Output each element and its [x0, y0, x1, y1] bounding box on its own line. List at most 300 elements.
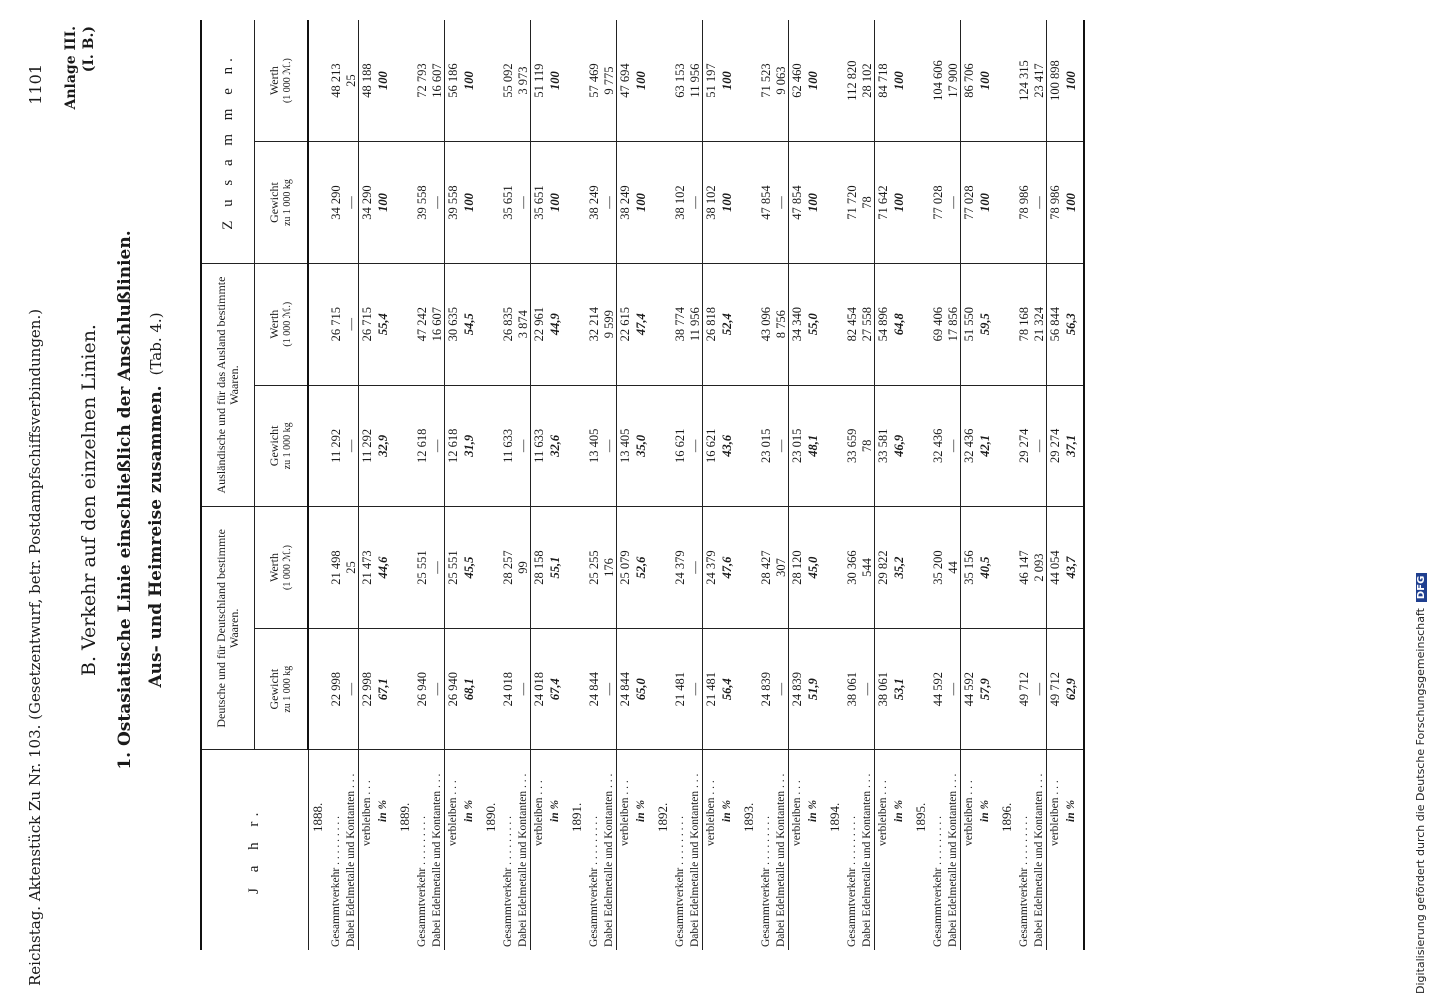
value-cell: 84 718	[875, 20, 892, 142]
table-row	[586, 20, 601, 950]
value-cell: —	[773, 142, 789, 264]
row-label-verbleiben: verbleiben . . .	[703, 750, 720, 950]
value-cell: 39 558	[414, 142, 429, 264]
value-cell: 53,1	[891, 628, 911, 750]
value-cell: 63 153	[672, 20, 687, 142]
spacer-cell	[997, 385, 1016, 507]
year-label: 1888.	[310, 802, 326, 832]
value-cell: —	[515, 142, 531, 264]
year-label: 1894.	[826, 802, 842, 832]
row-label-edel: Dabei Edelmetalle und Kontanten . . .	[516, 773, 529, 947]
value-cell: 21 324	[1031, 263, 1047, 385]
spacer-cell	[481, 628, 500, 750]
table-row	[977, 20, 997, 950]
value-cell: 38 102	[672, 142, 687, 264]
spacer-cell	[739, 507, 758, 629]
tab-reference: (Tab. 4.)	[147, 312, 165, 376]
value-cell: 24 018	[500, 628, 515, 750]
table-row	[805, 20, 825, 950]
table-row	[547, 20, 567, 950]
value-cell: 28 257	[500, 507, 515, 629]
value-cell: 72 793	[414, 20, 429, 142]
subheader-gewicht-unit: zu 1 000 kg	[282, 665, 293, 713]
value-cell: 100	[719, 142, 739, 264]
value-cell: 32 214	[586, 263, 601, 385]
value-cell: 46,9	[891, 385, 911, 507]
table-row	[930, 20, 945, 950]
value-cell: —	[601, 142, 617, 264]
value-cell: 35 200	[930, 507, 945, 629]
value-cell: 100	[375, 20, 395, 142]
value-cell: 24 839	[758, 628, 773, 750]
spacer-cell	[308, 385, 328, 507]
value-cell: 100	[805, 20, 825, 142]
value-cell: 44,6	[375, 507, 395, 629]
row-label-pct: in %	[979, 799, 991, 822]
value-cell: 44 592	[961, 628, 978, 750]
value-cell: 38 249	[586, 142, 601, 264]
value-cell: —	[687, 385, 703, 507]
section-title: B. Verkehr auf den einzelnen Linien.	[78, 324, 100, 676]
value-cell: 78 168	[1016, 263, 1031, 385]
dfg-logo: DFG	[1416, 573, 1427, 602]
value-cell: 54 896	[875, 263, 892, 385]
value-cell: 52,6	[633, 507, 653, 629]
value-cell: 13 405	[586, 385, 601, 507]
value-cell: 29 274	[1047, 385, 1064, 507]
value-cell: 11 956	[687, 20, 703, 142]
value-cell: 9 599	[601, 263, 617, 385]
year-label: 1896.	[998, 802, 1014, 832]
anlage-title: Anlage III.	[63, 26, 79, 110]
row-label-edel: Dabei Edelmetalle und Kontanten . . .	[688, 773, 701, 947]
table-row	[875, 20, 892, 950]
table-row	[945, 20, 961, 950]
table-row	[515, 20, 531, 950]
spacer-cell	[739, 385, 758, 507]
value-cell: 17 856	[945, 263, 961, 385]
value-cell: 100	[461, 20, 481, 142]
value-cell: 25	[343, 20, 359, 142]
value-cell: —	[343, 263, 359, 385]
year-label: 1891.	[568, 802, 584, 832]
value-cell: 34 340	[789, 263, 806, 385]
table-row	[859, 20, 875, 950]
value-cell: 55,4	[375, 263, 395, 385]
value-cell: 16 607	[429, 263, 445, 385]
value-cell: 24 379	[703, 507, 720, 629]
row-label-gesamt: Gesammtverkehr . . . . . . . . .	[931, 816, 944, 947]
value-cell: 47 694	[617, 20, 634, 142]
value-cell: 16 607	[429, 20, 445, 142]
value-cell: 46 147	[1016, 507, 1031, 629]
value-cell: 55 092	[500, 20, 515, 142]
row-label-verbleiben: verbleiben . . .	[531, 750, 548, 950]
spacer-cell	[653, 507, 672, 629]
value-cell: 27 558	[859, 263, 875, 385]
value-cell: 32,6	[547, 385, 567, 507]
value-cell: 32 436	[930, 385, 945, 507]
row-label-edel: Dabei Edelmetalle und Kontanten . . .	[344, 773, 357, 947]
value-cell: 21 481	[703, 628, 720, 750]
value-cell: 55,1	[547, 507, 567, 629]
spacer-cell	[567, 142, 586, 264]
table-row	[429, 20, 445, 950]
anlage-sub: (I. B.)	[81, 26, 97, 73]
value-cell: 29 822	[875, 507, 892, 629]
value-cell: 62 460	[789, 20, 806, 142]
spacer-cell	[825, 20, 844, 142]
subheader-gewicht-unit: zu 1 000 kg	[282, 179, 293, 227]
value-cell: 100	[891, 20, 911, 142]
spacer-cell	[395, 385, 414, 507]
value-cell: 57,9	[977, 628, 997, 750]
spacer-cell	[395, 142, 414, 264]
value-cell: 100	[633, 142, 653, 264]
table-subtitle	[146, 0, 166, 1000]
value-cell: 100 898	[1047, 20, 1064, 142]
value-cell: —	[859, 628, 875, 750]
value-cell: 34 290	[328, 142, 343, 264]
value-cell: 56,3	[1063, 263, 1084, 385]
value-cell: 55,0	[805, 263, 825, 385]
value-cell: 25	[343, 507, 359, 629]
value-cell: 43,6	[719, 385, 739, 507]
value-cell: 17 900	[945, 20, 961, 142]
value-cell: 44	[945, 507, 961, 629]
subheader-werth-label: Werth	[267, 66, 281, 96]
value-cell: —	[429, 628, 445, 750]
value-cell: 65,0	[633, 628, 653, 750]
value-cell: 62,9	[1063, 628, 1084, 750]
value-cell: 35,0	[633, 385, 653, 507]
value-cell: 67,4	[547, 628, 567, 750]
spacer-cell	[567, 385, 586, 507]
row-label-gesamt: Gesammtverkehr . . . . . . . . .	[1017, 816, 1030, 947]
spacer-cell	[997, 263, 1016, 385]
table-row	[703, 20, 720, 950]
row-label-verbleiben: verbleiben . . .	[1047, 750, 1064, 950]
row-label-pct: in %	[721, 799, 733, 822]
row-label-pct: in %	[463, 799, 475, 822]
value-cell: 28 158	[531, 507, 548, 629]
spacer-cell	[739, 263, 758, 385]
spacer-cell	[911, 385, 930, 507]
header-title: Reichstag. Aktenstück Zu Nr. 103. (Gesetzentwurf, betr. Postdampfschiffsverbindungen.)	[26, 308, 44, 986]
value-cell: —	[343, 385, 359, 507]
table-row	[1047, 20, 1064, 950]
spacer-cell	[653, 628, 672, 750]
spacer-cell	[997, 507, 1016, 629]
value-cell: 544	[859, 507, 875, 629]
value-cell: 39 558	[445, 142, 462, 264]
value-cell: 11 633	[531, 385, 548, 507]
value-cell: —	[945, 628, 961, 750]
value-cell: 77 028	[930, 142, 945, 264]
value-cell: 33 659	[844, 385, 859, 507]
value-cell: 48 188	[359, 20, 376, 142]
value-cell: 23 015	[789, 385, 806, 507]
value-cell: 11 292	[328, 385, 343, 507]
spacer-cell	[308, 263, 328, 385]
spacer-cell	[395, 263, 414, 385]
table-row	[1031, 20, 1047, 950]
spacer-cell	[308, 507, 328, 629]
value-cell: 25 079	[617, 507, 634, 629]
spacer-cell	[481, 20, 500, 142]
value-cell: 35 651	[500, 142, 515, 264]
value-cell: 78	[859, 385, 875, 507]
row-label-verbleiben: verbleiben . . .	[617, 750, 634, 950]
value-cell: 68,1	[461, 628, 481, 750]
value-cell: 59,5	[977, 263, 997, 385]
value-cell: 100	[1063, 20, 1084, 142]
value-cell: 40,5	[977, 507, 997, 629]
value-cell: 29 274	[1016, 385, 1031, 507]
row-label-gesamt: Gesammtverkehr . . . . . . . . .	[759, 816, 772, 947]
value-cell: 2 093	[1031, 507, 1047, 629]
value-cell: 21 498	[328, 507, 343, 629]
subheader-werth	[255, 263, 309, 385]
spacer-cell	[481, 385, 500, 507]
spacer-cell	[911, 142, 930, 264]
value-cell: 35 651	[531, 142, 548, 264]
subheader-gewicht-unit: zu 1 000 kg	[282, 422, 293, 470]
value-cell: 86 706	[961, 20, 978, 142]
value-cell: 100	[1063, 142, 1084, 264]
value-cell: 44 054	[1047, 507, 1064, 629]
value-cell: 67,1	[375, 628, 395, 750]
value-cell: 71 720	[844, 142, 859, 264]
value-cell: 38 061	[844, 628, 859, 750]
subheader-werth-unit: (1 000 ℳ.)	[282, 58, 293, 104]
value-cell: 45,0	[805, 507, 825, 629]
value-cell: 24 839	[789, 628, 806, 750]
value-cell: 37,1	[1063, 385, 1084, 507]
table-row	[375, 20, 395, 950]
value-cell: 52,4	[719, 263, 739, 385]
value-cell: 47 854	[789, 142, 806, 264]
value-cell: —	[945, 142, 961, 264]
year-label: 1893.	[740, 802, 756, 832]
value-cell: 38 249	[617, 142, 634, 264]
value-cell: 78	[859, 142, 875, 264]
value-cell: 51 197	[703, 20, 720, 142]
digitization-text: Digitalisierung gefördert durch die Deutsche Forschungsgemeinschaft	[1414, 608, 1427, 994]
value-cell: 82 454	[844, 263, 859, 385]
value-cell: 100	[977, 20, 997, 142]
value-cell: 26 715	[359, 263, 376, 385]
value-cell: 28 427	[758, 507, 773, 629]
row-label-gesamt: Gesammtverkehr . . . . . . . . .	[673, 816, 686, 947]
value-cell: 48 213	[328, 20, 343, 142]
value-cell: —	[515, 628, 531, 750]
value-cell: 25 551	[414, 507, 429, 629]
jahr-header: J a h r.	[201, 750, 308, 950]
value-cell: 32 436	[961, 385, 978, 507]
spacer-cell	[567, 20, 586, 142]
value-cell: —	[687, 142, 703, 264]
spacer-cell	[997, 628, 1016, 750]
subheader-werth-label: Werth	[267, 553, 281, 583]
value-cell: 124 315	[1016, 20, 1031, 142]
value-cell: 47,6	[719, 507, 739, 629]
value-cell: 32,9	[375, 385, 395, 507]
value-cell: 13 405	[617, 385, 634, 507]
value-cell: 100	[461, 142, 481, 264]
table-row	[601, 20, 617, 950]
spacer-cell	[653, 142, 672, 264]
value-cell: 22 961	[531, 263, 548, 385]
value-cell: —	[1031, 385, 1047, 507]
table-row	[414, 20, 429, 950]
spacer-cell	[825, 628, 844, 750]
row-label-gesamt: Gesammtverkehr . . . . . . . . .	[501, 816, 514, 947]
value-cell: 26 940	[414, 628, 429, 750]
value-cell: 34 290	[359, 142, 376, 264]
table-row	[343, 20, 359, 950]
value-cell: 3 973	[515, 20, 531, 142]
subheader-werth-unit: (1 000 ℳ.)	[282, 545, 293, 590]
subheader-werth-unit: (1 000 ℳ.)	[282, 301, 293, 347]
year-label: 1889.	[396, 802, 412, 832]
table-row	[359, 20, 376, 950]
value-cell: 100	[719, 20, 739, 142]
value-cell: 30 366	[844, 507, 859, 629]
spacer-cell	[308, 20, 328, 142]
value-cell: 38 102	[703, 142, 720, 264]
value-cell: 43 096	[758, 263, 773, 385]
value-cell: 28 102	[859, 20, 875, 142]
value-cell: 71 523	[758, 20, 773, 142]
row-label-pct: in %	[377, 799, 389, 822]
spacer-cell	[997, 142, 1016, 264]
value-cell: 44 592	[930, 628, 945, 750]
spacer-cell	[911, 263, 930, 385]
value-cell: —	[515, 385, 531, 507]
table-row	[672, 20, 687, 950]
row-label-edel: Dabei Edelmetalle und Kontanten . . .	[774, 773, 787, 947]
value-cell: —	[429, 507, 445, 629]
subheader-werth-label: Werth	[267, 309, 281, 339]
value-cell: 51 550	[961, 263, 978, 385]
group-header-auslaendische: Ausländische und für das Ausland bestimmte Waaren.	[201, 263, 255, 506]
value-cell: 9 775	[601, 20, 617, 142]
spacer-cell	[911, 628, 930, 750]
value-cell: 22 615	[617, 263, 634, 385]
value-cell: 42,1	[977, 385, 997, 507]
page-number: 1101	[26, 64, 45, 105]
table-row	[1016, 20, 1031, 950]
value-cell: 26 818	[703, 263, 720, 385]
year-label: 1895.	[912, 802, 928, 832]
value-cell: 38 061	[875, 628, 892, 750]
table-row	[961, 20, 978, 950]
value-cell: 3 874	[515, 263, 531, 385]
value-cell: 31,9	[461, 385, 481, 507]
traffic-table	[200, 20, 1085, 950]
row-label-pct: in %	[807, 799, 819, 822]
value-cell: 25 255	[586, 507, 601, 629]
subheader-gewicht-label: Gewicht	[267, 182, 281, 223]
row-label-gesamt: Gesammtverkehr . . . . . . . . .	[587, 816, 600, 947]
subheader-gewicht	[255, 628, 309, 750]
spacer-cell	[481, 507, 500, 629]
subtitle-text: Aus- und Heimreise zusammen.	[146, 385, 166, 688]
spacer-cell	[567, 628, 586, 750]
value-cell: 100	[547, 20, 567, 142]
value-cell: 57 469	[586, 20, 601, 142]
value-cell: 100	[633, 20, 653, 142]
value-cell: 22 998	[328, 628, 343, 750]
spacer-cell	[481, 263, 500, 385]
subheader-gewicht-label: Gewicht	[267, 425, 281, 467]
spacer-cell	[997, 20, 1016, 142]
value-cell: 54,5	[461, 263, 481, 385]
value-cell: 16 621	[703, 385, 720, 507]
table-row	[1063, 20, 1084, 950]
value-cell: 21 481	[672, 628, 687, 750]
value-cell: 24 018	[531, 628, 548, 750]
table-row	[891, 20, 911, 950]
table-row	[617, 20, 634, 950]
group-header-zusammen: Z u s a m m e n.	[201, 20, 255, 263]
row-label-edel: Dabei Edelmetalle und Kontanten . . .	[602, 773, 615, 947]
year-label: 1890.	[482, 802, 498, 832]
value-cell: 23 015	[758, 385, 773, 507]
value-cell: 48,1	[805, 385, 825, 507]
value-cell: —	[1031, 142, 1047, 264]
spacer-cell	[739, 142, 758, 264]
spacer-cell	[825, 263, 844, 385]
value-cell: 33 581	[875, 385, 892, 507]
table-row	[633, 20, 653, 950]
value-cell: 12 618	[414, 385, 429, 507]
spacer-cell	[825, 507, 844, 629]
value-cell: 100	[805, 142, 825, 264]
value-cell: 56 186	[445, 20, 462, 142]
spacer-cell	[308, 142, 328, 264]
table-row	[773, 20, 789, 950]
table-row	[719, 20, 739, 950]
value-cell: 21 473	[359, 507, 376, 629]
table-row	[789, 20, 806, 950]
spacer-cell	[653, 385, 672, 507]
group-header-deutsche: Deutsche und für Deutschland bestimmte Waaren.	[201, 507, 255, 750]
value-cell: 56 844	[1047, 263, 1064, 385]
value-cell: 71 642	[875, 142, 892, 264]
value-cell: 11 292	[359, 385, 376, 507]
value-cell: 47,4	[633, 263, 653, 385]
page-header	[26, 34, 50, 994]
subheader-werth	[255, 20, 309, 142]
table-row	[461, 20, 481, 950]
value-cell: 26 940	[445, 628, 462, 750]
value-cell: 11 633	[500, 385, 515, 507]
value-cell: 77 028	[961, 142, 978, 264]
value-cell: 9 063	[773, 20, 789, 142]
row-label-pct: in %	[549, 799, 561, 822]
value-cell: —	[945, 385, 961, 507]
value-cell: 23 417	[1031, 20, 1047, 142]
value-cell: —	[687, 507, 703, 629]
row-label-verbleiben: verbleiben . . .	[445, 750, 462, 950]
value-cell: 24 844	[586, 628, 601, 750]
row-label-verbleiben: verbleiben . . .	[961, 750, 978, 950]
row-label-verbleiben: verbleiben . . .	[789, 750, 806, 950]
row-label-edel: Dabei Edelmetalle und Kontanten . . .	[860, 773, 873, 947]
row-label-edel: Dabei Edelmetalle und Kontanten . . .	[946, 773, 959, 947]
